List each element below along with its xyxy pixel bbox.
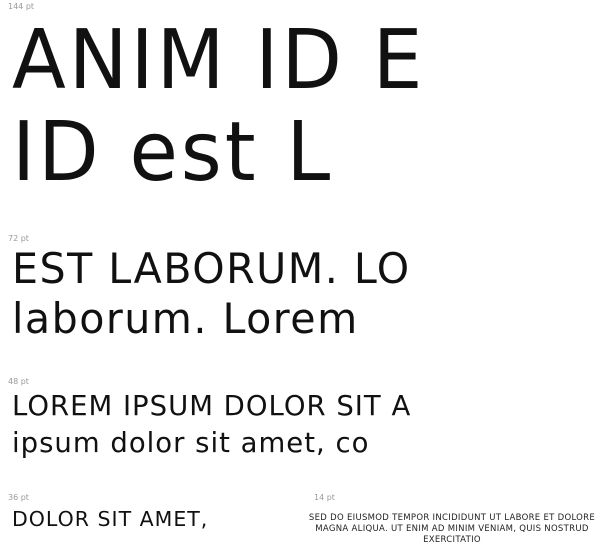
specimen-48pt-line-2: ipsum dolor sit amet, co (12, 427, 370, 459)
label-36pt: 36 pt (8, 493, 29, 502)
label-144pt: 144 pt (8, 2, 35, 11)
specimen-72pt-line-2: laborum. Lorem (12, 294, 359, 343)
specimen-48pt-line-1: LOREM IPSUM DOLOR SIT A (12, 390, 412, 422)
specimen-144pt-line-2: ID est L (12, 105, 334, 200)
specimen-72pt-line-1: EST LABORUM. LO (12, 244, 411, 293)
specimen-36pt-line-1: DOLOR SIT AMET, (12, 507, 209, 531)
specimen-14pt-paragraph: SED DO EIUSMOD TEMPOR INCIDIDUNT UT LABORE ET DOLORE MAGNA ALIQUA. UT ENIM AD MINIM VENIAM, QUIS NOSTRUD EXERCITATIO (308, 513, 596, 545)
label-14pt: 14 pt (314, 493, 335, 502)
label-48pt: 48 pt (8, 377, 29, 386)
label-72pt: 72 pt (8, 234, 29, 243)
specimen-144pt-line-1: ANIM ID E (12, 13, 426, 108)
